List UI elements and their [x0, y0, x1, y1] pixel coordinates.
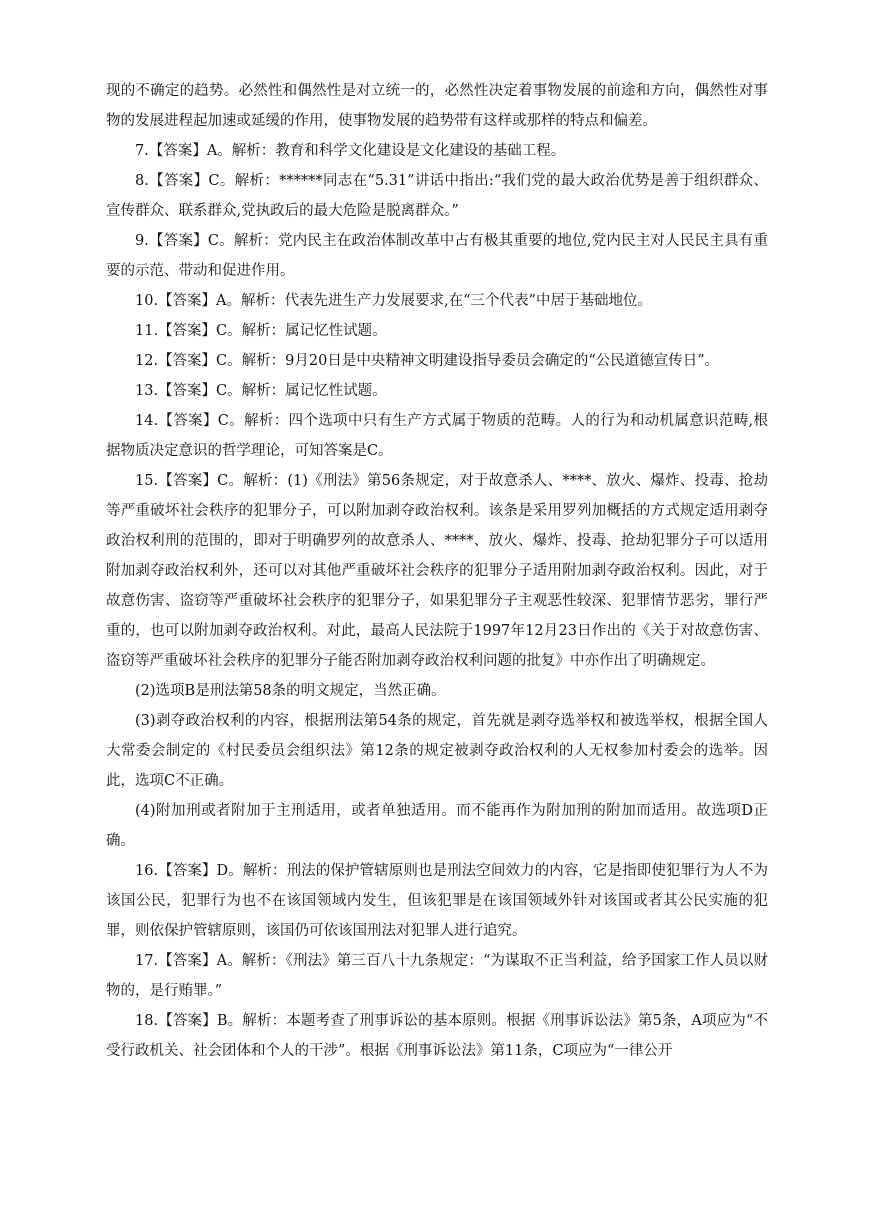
- answer-18: 18.【答案】B。解析：本题考查了刑事诉讼的基本原则。根据《刑事诉讼法》第5条，A项应为“不受行政机关、社会团体和个人的干涉”。根据《刑事诉讼法》第11条，C项应为“一律公开: [106, 1013, 768, 1059]
- answer-15-point-3: (3)剥夺政治权利的内容，根据刑法第54条的规定，首先就是剥夺选举权和被选举权，根据全国人大常委会制定的《村民委员会组织法》第12条的规定被剥夺政治权利的人无权参加村委会的选举。因此，选项C不正确。: [106, 713, 768, 789]
- answer-13: 13.【答案】C。解析：属记忆性试题。: [135, 383, 387, 399]
- paragraph-continuation: 现的不确定的趋势。必然性和偶然性是对立统一的，必然性决定着事物发展的前途和方向，偶然性对事物的发展进程起加速或延缓的作用，使事物发展的趋势带有这样或那样的特点和偏差。: [106, 83, 768, 129]
- answer-explanations: [106, 76, 768, 1066]
- answer-7: 7.【答案】A。解析：教育和科学文化建设是文化建设的基础工程。: [135, 143, 566, 159]
- answer-15-point-4: (4)附加刑或者附加于主刑适用，或者单独适用。而不能再作为附加刑的附加而适用。故选项D正确。: [106, 803, 768, 849]
- answer-15: 15.【答案】C。解析：(1)《刑法》第56条规定，对于故意杀人、****、放火、爆炸、投毒、抢劫等严重破坏社会秩序的犯罪分子，可以附加剥夺政治权利。该条是采用罗列加概括的方式规定适用剥夺政治权利刑的范围的，即对于明确罗列的故意杀人、****、放火、爆炸、投毒、抢劫犯罪分子可以适用附加剥夺政治权利外，还可以对其他严重破坏社会秩序的犯罪分子适用附加剥夺政治权利。因此，对于故意伤害、盗窃等严重破坏社会秩序的犯罪分子，如果犯罪分子主观恶性较深、犯罪情节恶劣，罪行严重的，也可以附加剥夺政治权利。对此，最高人民法院于1997年12月23日作出的《关于对故意伤害、盗窃等严重破坏社会秩序的犯罪分子能否附加剥夺政治权利问题的批复》中亦作出了明确规定。: [106, 473, 768, 669]
- answer-16: 16.【答案】D。解析：刑法的保护管辖原则也是刑法空间效力的内容，它是指即使犯罪行为人不为该国公民，犯罪行为也不在该国领域内发生，但该犯罪是在该国领域外针对该国或者其公民实施的犯罪，则依保护管辖原则，该国仍可依该国刑法对犯罪人进行追究。: [106, 863, 768, 939]
- answer-12: 12.【答案】C。解析：9月20日是中央精神文明建设指导委员会确定的“公民道德宣传日”。: [135, 353, 720, 369]
- answer-14: 14.【答案】C。解析：四个选项中只有生产方式属于物质的范畴。人的行为和动机属意识范畴,根据物质决定意识的哲学理论，可知答案是C。: [106, 413, 768, 459]
- answer-17: 17.【答案】A。解析：《刑法》第三百八十九条规定：“为谋取不正当利益，给予国家工作人员以财物的，是行贿罪。”: [106, 953, 768, 999]
- answer-10: 10.【答案】A。解析：代表先进生产力发展要求,在“三个代表”中居于基础地位。: [135, 293, 652, 309]
- answer-15-point-2: (2)选项B是刑法第58条的明文规定，当然正确。: [135, 683, 446, 699]
- answer-8: 8.【答案】C。解析：******同志在“5.31”讲话中指出:“我们党的最大政治优势是善于组织群众、宣传群众、联系群众,党执政后的最大危险是脱离群众。”: [106, 173, 768, 219]
- answer-11: 11.【答案】C。解析：属记忆性试题。: [135, 323, 387, 339]
- answer-9: 9.【答案】C。解析：党内民主在政治体制改革中占有极其重要的地位,党内民主对人民民主具有重要的示范、带动和促进作用。: [106, 233, 768, 279]
